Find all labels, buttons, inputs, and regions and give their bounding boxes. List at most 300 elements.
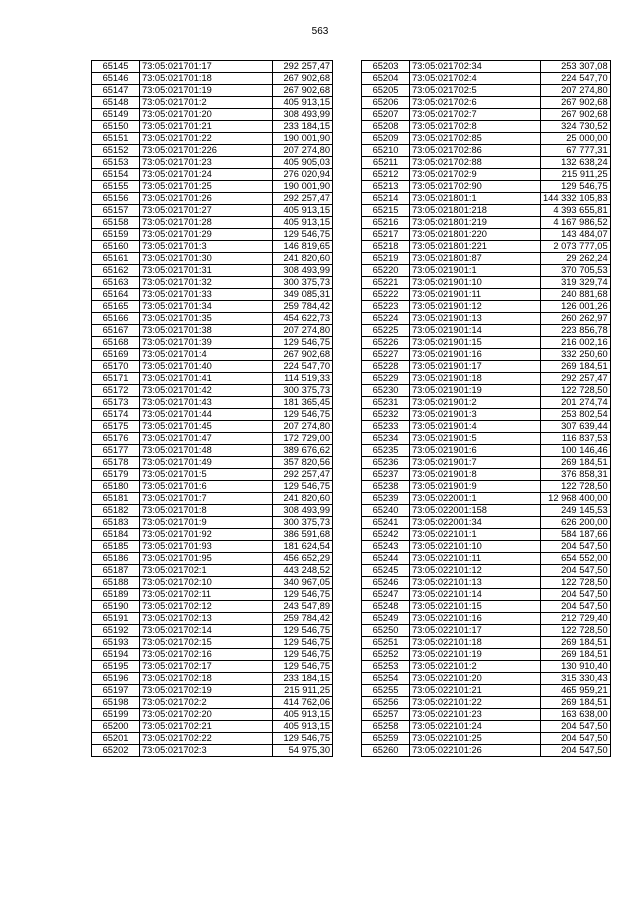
cadastral-number: 73:05:021901:6 xyxy=(410,445,541,457)
cadastral-value: 129 546,75 xyxy=(273,661,333,673)
cadastral-number: 73:05:021702:10 xyxy=(140,577,273,589)
row-number: 65244 xyxy=(362,553,410,565)
cadastral-value: 215 911,25 xyxy=(273,685,333,697)
row-number: 65179 xyxy=(92,469,140,481)
cadastral-value: 243 547,89 xyxy=(273,601,333,613)
cadastral-number: 73:05:021701:19 xyxy=(140,85,273,97)
row-number: 65239 xyxy=(362,493,410,505)
row-number: 65240 xyxy=(362,505,410,517)
cadastral-value: 190 001,90 xyxy=(273,133,333,145)
table-row xyxy=(362,745,611,757)
cadastral-value: 319 329,74 xyxy=(541,277,611,289)
row-number: 65236 xyxy=(362,457,410,469)
row-number: 65181 xyxy=(92,493,140,505)
cadastral-value: 307 639,44 xyxy=(541,421,611,433)
table-row xyxy=(92,637,333,649)
cadastral-number: 73:05:021701:7 xyxy=(140,493,273,505)
table-row xyxy=(362,541,611,553)
table-row xyxy=(362,337,611,349)
cadastral-value: 260 262,97 xyxy=(541,313,611,325)
row-number: 65172 xyxy=(92,385,140,397)
table-row xyxy=(92,517,333,529)
table-row xyxy=(362,601,611,613)
cadastral-number: 73:05:021702:86 xyxy=(410,145,541,157)
row-number: 65159 xyxy=(92,229,140,241)
cadastral-value: 54 975,30 xyxy=(273,745,333,757)
table-row xyxy=(362,61,611,73)
cadastral-value: 122 728,50 xyxy=(541,481,611,493)
row-number: 65187 xyxy=(92,565,140,577)
cadastral-number: 73:05:021701:3 xyxy=(140,241,273,253)
row-number: 65178 xyxy=(92,457,140,469)
cadastral-number: 73:05:021702:13 xyxy=(140,613,273,625)
cadastral-value: 454 622,73 xyxy=(273,313,333,325)
cadastral-value: 126 001,26 xyxy=(541,301,611,313)
table-row xyxy=(92,121,333,133)
cadastral-number: 73:05:021901:17 xyxy=(410,361,541,373)
row-number: 65229 xyxy=(362,373,410,385)
cadastral-number: 73:05:021702:4 xyxy=(410,73,541,85)
row-number: 65186 xyxy=(92,553,140,565)
cadastral-number: 73:05:021901:5 xyxy=(410,433,541,445)
table-row xyxy=(92,529,333,541)
row-number: 65237 xyxy=(362,469,410,481)
cadastral-number: 73:05:021801:220 xyxy=(410,229,541,241)
table-row xyxy=(362,661,611,673)
cadastral-value: 216 002,16 xyxy=(541,337,611,349)
table-row xyxy=(362,553,611,565)
cadastral-value: 233 184,15 xyxy=(273,673,333,685)
row-number: 65256 xyxy=(362,697,410,709)
cadastral-value: 204 547,50 xyxy=(541,541,611,553)
table-row xyxy=(92,697,333,709)
table-row xyxy=(92,349,333,361)
cadastral-value: 181 365,45 xyxy=(273,397,333,409)
cadastral-value: 269 184,51 xyxy=(541,649,611,661)
cadastral-value: 370 705,53 xyxy=(541,265,611,277)
cadastral-number: 73:05:021702:3 xyxy=(140,745,273,757)
cadastral-value: 269 184,51 xyxy=(541,457,611,469)
table-row xyxy=(362,253,611,265)
table-row xyxy=(362,241,611,253)
cadastral-number: 73:05:021702:17 xyxy=(140,661,273,673)
cadastral-number: 73:05:021901:19 xyxy=(410,385,541,397)
table-row xyxy=(362,373,611,385)
row-number: 65148 xyxy=(92,97,140,109)
row-number: 65233 xyxy=(362,421,410,433)
row-number: 65204 xyxy=(362,73,410,85)
cadastral-number: 73:05:021701:28 xyxy=(140,217,273,229)
cadastral-value: 249 145,53 xyxy=(541,505,611,517)
row-number: 65157 xyxy=(92,205,140,217)
table-row xyxy=(92,145,333,157)
cadastral-value: 253 802,54 xyxy=(541,409,611,421)
cadastral-value: 357 820,56 xyxy=(273,457,333,469)
table-row xyxy=(92,73,333,85)
row-number: 65222 xyxy=(362,289,410,301)
row-number: 65151 xyxy=(92,133,140,145)
cadastral-value: 129 546,75 xyxy=(273,229,333,241)
cadastral-value: 129 546,75 xyxy=(273,589,333,601)
row-number: 65176 xyxy=(92,433,140,445)
table-row xyxy=(92,721,333,733)
cadastral-number: 73:05:021701:92 xyxy=(140,529,273,541)
cadastral-value: 405 913,15 xyxy=(273,709,333,721)
cadastral-value: 465 959,21 xyxy=(541,685,611,697)
table-row xyxy=(362,529,611,541)
row-number: 65200 xyxy=(92,721,140,733)
table-row xyxy=(362,673,611,685)
row-number: 65242 xyxy=(362,529,410,541)
cadastral-value: 129 546,75 xyxy=(273,481,333,493)
cadastral-value: 129 546,75 xyxy=(273,409,333,421)
table-row xyxy=(362,493,611,505)
table-row xyxy=(92,361,333,373)
row-number: 65238 xyxy=(362,481,410,493)
cadastral-number: 73:05:021701:45 xyxy=(140,421,273,433)
row-number: 65149 xyxy=(92,109,140,121)
row-number: 65241 xyxy=(362,517,410,529)
cadastral-number: 73:05:021701:44 xyxy=(140,409,273,421)
cadastral-number: 73:05:021701:48 xyxy=(140,445,273,457)
table-row xyxy=(362,697,611,709)
cadastral-number: 73:05:021901:14 xyxy=(410,325,541,337)
cadastral-value: 324 730,52 xyxy=(541,121,611,133)
cadastral-value: 267 902,68 xyxy=(273,349,333,361)
cadastral-value: 233 184,15 xyxy=(273,121,333,133)
cadastral-value: 584 187,66 xyxy=(541,529,611,541)
cadastral-number: 73:05:021701:35 xyxy=(140,313,273,325)
table-row xyxy=(362,265,611,277)
row-number: 65170 xyxy=(92,361,140,373)
table-row xyxy=(92,325,333,337)
cadastral-number: 73:05:022001:34 xyxy=(410,517,541,529)
row-number: 65191 xyxy=(92,613,140,625)
row-number: 65175 xyxy=(92,421,140,433)
table-row xyxy=(362,385,611,397)
row-number: 65177 xyxy=(92,445,140,457)
row-number: 65182 xyxy=(92,505,140,517)
table-row xyxy=(362,397,611,409)
cadastral-value: 269 184,51 xyxy=(541,697,611,709)
cadastral-number: 73:05:021901:12 xyxy=(410,301,541,313)
cadastral-number: 73:05:021702:7 xyxy=(410,109,541,121)
row-number: 65161 xyxy=(92,253,140,265)
table-row xyxy=(362,589,611,601)
cadastral-value: 122 728,50 xyxy=(541,625,611,637)
row-number: 65202 xyxy=(92,745,140,757)
cadastral-value: 172 729,00 xyxy=(273,433,333,445)
cadastral-value: 143 484,07 xyxy=(541,229,611,241)
row-number: 65251 xyxy=(362,637,410,649)
table-row xyxy=(92,685,333,697)
row-number: 65228 xyxy=(362,361,410,373)
row-number: 65231 xyxy=(362,397,410,409)
table-row xyxy=(362,709,611,721)
table-row xyxy=(362,109,611,121)
cadastral-value: 4 393 655,81 xyxy=(541,205,611,217)
cadastral-number: 73:05:021702:5 xyxy=(410,85,541,97)
cadastral-number: 73:05:021702:11 xyxy=(140,589,273,601)
cadastral-number: 73:05:021901:18 xyxy=(410,373,541,385)
cadastral-number: 73:05:022001:158 xyxy=(410,505,541,517)
cadastral-value: 315 330,43 xyxy=(541,673,611,685)
cadastral-number: 73:05:022101:20 xyxy=(410,673,541,685)
row-number: 65217 xyxy=(362,229,410,241)
cadastral-value: 389 676,62 xyxy=(273,445,333,457)
cadastral-number: 73:05:022101:2 xyxy=(410,661,541,673)
table-row xyxy=(92,397,333,409)
cadastral-number: 73:05:021701:42 xyxy=(140,385,273,397)
row-number: 65212 xyxy=(362,169,410,181)
cadastral-value: 340 967,05 xyxy=(273,577,333,589)
cadastral-value: 267 902,68 xyxy=(273,85,333,97)
row-number: 65165 xyxy=(92,301,140,313)
cadastral-number: 73:05:021901:3 xyxy=(410,409,541,421)
cadastral-value: 414 762,06 xyxy=(273,697,333,709)
table-row xyxy=(362,217,611,229)
table-row xyxy=(362,625,611,637)
row-number: 65195 xyxy=(92,661,140,673)
cadastral-number: 73:05:021701:5 xyxy=(140,469,273,481)
table-row xyxy=(92,181,333,193)
cadastral-value: 241 820,60 xyxy=(273,493,333,505)
table-row xyxy=(92,625,333,637)
table-row xyxy=(362,505,611,517)
cadastral-value: 215 911,25 xyxy=(541,169,611,181)
table-row xyxy=(362,205,611,217)
cadastral-number: 73:05:022101:17 xyxy=(410,625,541,637)
table-row xyxy=(362,637,611,649)
row-number: 65155 xyxy=(92,181,140,193)
table-row xyxy=(92,565,333,577)
table-row xyxy=(362,613,611,625)
cadastral-value: 267 902,68 xyxy=(541,97,611,109)
table-row xyxy=(92,253,333,265)
table-row xyxy=(362,565,611,577)
cadastral-number: 73:05:021702:6 xyxy=(410,97,541,109)
cadastral-number: 73:05:021701:29 xyxy=(140,229,273,241)
cadastral-value: 405 905,03 xyxy=(273,157,333,169)
table-row xyxy=(92,553,333,565)
table-row xyxy=(92,337,333,349)
cadastral-value: 204 547,50 xyxy=(541,565,611,577)
cadastral-number: 73:05:021702:21 xyxy=(140,721,273,733)
row-number: 65174 xyxy=(92,409,140,421)
table-row xyxy=(92,85,333,97)
row-number: 65234 xyxy=(362,433,410,445)
row-number: 65248 xyxy=(362,601,410,613)
cadastral-value: 276 020,94 xyxy=(273,169,333,181)
cadastral-value: 253 307,08 xyxy=(541,61,611,73)
cadastral-value: 201 274,74 xyxy=(541,397,611,409)
cadastral-value: 292 257,47 xyxy=(273,61,333,73)
row-number: 65209 xyxy=(362,133,410,145)
cadastral-value: 376 858,31 xyxy=(541,469,611,481)
row-number: 65213 xyxy=(362,181,410,193)
cadastral-value: 29 262,24 xyxy=(541,253,611,265)
cadastral-value: 241 820,60 xyxy=(273,253,333,265)
cadastral-number: 73:05:022101:24 xyxy=(410,721,541,733)
cadastral-value: 67 777,31 xyxy=(541,145,611,157)
table-row xyxy=(362,145,611,157)
cadastral-number: 73:05:021701:43 xyxy=(140,397,273,409)
table-row xyxy=(362,313,611,325)
table-row xyxy=(362,733,611,745)
cadastral-value: 190 001,90 xyxy=(273,181,333,193)
row-number: 65190 xyxy=(92,601,140,613)
table-row xyxy=(92,409,333,421)
table-row xyxy=(92,109,333,121)
cadastral-value: 224 547,70 xyxy=(541,73,611,85)
table-row xyxy=(362,409,611,421)
cadastral-number: 73:05:022101:12 xyxy=(410,565,541,577)
cadastral-number: 73:05:021701:32 xyxy=(140,277,273,289)
table-row xyxy=(92,241,333,253)
row-number: 65158 xyxy=(92,217,140,229)
row-number: 65227 xyxy=(362,349,410,361)
row-number: 65163 xyxy=(92,277,140,289)
table-row xyxy=(362,349,611,361)
cadastral-number: 73:05:021701:18 xyxy=(140,73,273,85)
cadastral-value: 12 968 400,00 xyxy=(541,493,611,505)
cadastral-value: 129 546,75 xyxy=(273,733,333,745)
cadastral-number: 73:05:021901:4 xyxy=(410,421,541,433)
table-row xyxy=(362,325,611,337)
cadastral-number: 73:05:021701:47 xyxy=(140,433,273,445)
table-row xyxy=(362,481,611,493)
cadastral-value: 300 375,73 xyxy=(273,517,333,529)
row-number: 65169 xyxy=(92,349,140,361)
cadastral-value: 204 547,50 xyxy=(541,721,611,733)
table-row xyxy=(92,97,333,109)
cadastral-value: 146 819,65 xyxy=(273,241,333,253)
row-number: 65232 xyxy=(362,409,410,421)
table-row xyxy=(362,457,611,469)
cadastral-number: 73:05:021901:2 xyxy=(410,397,541,409)
table-row xyxy=(92,157,333,169)
table-row xyxy=(362,301,611,313)
row-number: 65246 xyxy=(362,577,410,589)
cadastral-number: 73:05:021701:41 xyxy=(140,373,273,385)
cadastral-value: 300 375,73 xyxy=(273,385,333,397)
table-row xyxy=(92,649,333,661)
row-number: 65219 xyxy=(362,253,410,265)
cadastral-number: 73:05:021702:88 xyxy=(410,157,541,169)
cadastral-value: 212 729,40 xyxy=(541,613,611,625)
row-number: 65235 xyxy=(362,445,410,457)
cadastral-value: 129 546,75 xyxy=(273,649,333,661)
cadastral-value: 4 167 986,52 xyxy=(541,217,611,229)
row-number: 65225 xyxy=(362,325,410,337)
cadastral-number: 73:05:021801:218 xyxy=(410,205,541,217)
cadastral-number: 73:05:021702:14 xyxy=(140,625,273,637)
cadastral-value: 122 728,50 xyxy=(541,577,611,589)
cadastral-number: 73:05:021901:13 xyxy=(410,313,541,325)
cadastral-number: 73:05:021701:95 xyxy=(140,553,273,565)
cadastral-value: 259 784,42 xyxy=(273,613,333,625)
cadastral-number: 73:05:021901:10 xyxy=(410,277,541,289)
page-number: 563 xyxy=(311,26,329,37)
row-number: 65259 xyxy=(362,733,410,745)
cadastral-value: 223 856,78 xyxy=(541,325,611,337)
table-row xyxy=(92,457,333,469)
cadastral-number: 73:05:021801:1 xyxy=(410,193,541,205)
cadastral-number: 73:05:021701:23 xyxy=(140,157,273,169)
table-row xyxy=(92,481,333,493)
cadastral-number: 73:05:021701:33 xyxy=(140,289,273,301)
table-row xyxy=(362,193,611,205)
table-row xyxy=(92,301,333,313)
cadastral-value: 181 624,54 xyxy=(273,541,333,553)
cadastral-value: 292 257,47 xyxy=(273,193,333,205)
cadastral-number: 73:05:021702:2 xyxy=(140,697,273,709)
cadastral-value: 130 910,40 xyxy=(541,661,611,673)
row-number: 65250 xyxy=(362,625,410,637)
table-row xyxy=(92,61,333,73)
cadastral-value: 204 547,50 xyxy=(541,745,611,757)
row-number: 65216 xyxy=(362,217,410,229)
cadastral-number: 73:05:021701:40 xyxy=(140,361,273,373)
cadastral-number: 73:05:022101:15 xyxy=(410,601,541,613)
cadastral-number: 73:05:022101:25 xyxy=(410,733,541,745)
cadastral-value: 129 546,75 xyxy=(273,337,333,349)
cadastral-number: 73:05:021701:31 xyxy=(140,265,273,277)
table-row xyxy=(362,721,611,733)
row-number: 65180 xyxy=(92,481,140,493)
left-table-body xyxy=(92,61,333,757)
table-row xyxy=(92,589,333,601)
cadastral-value: 300 375,73 xyxy=(273,277,333,289)
row-number: 65253 xyxy=(362,661,410,673)
cadastral-number: 73:05:021702:22 xyxy=(140,733,273,745)
table-row xyxy=(92,133,333,145)
cadastral-value: 207 274,80 xyxy=(273,145,333,157)
row-number: 65193 xyxy=(92,637,140,649)
row-number: 65206 xyxy=(362,97,410,109)
table-row xyxy=(92,505,333,517)
cadastral-number: 73:05:021701:20 xyxy=(140,109,273,121)
table-row xyxy=(92,205,333,217)
row-number: 65160 xyxy=(92,241,140,253)
cadastral-value: 267 902,68 xyxy=(273,73,333,85)
cadastral-value: 292 257,47 xyxy=(541,373,611,385)
cadastral-number: 73:05:021801:87 xyxy=(410,253,541,265)
table-row xyxy=(362,277,611,289)
table-row xyxy=(92,469,333,481)
cadastral-number: 73:05:021702:19 xyxy=(140,685,273,697)
cadastral-value: 292 257,47 xyxy=(273,469,333,481)
cadastral-value: 349 085,31 xyxy=(273,289,333,301)
table-row xyxy=(362,73,611,85)
row-number: 65153 xyxy=(92,157,140,169)
table-row xyxy=(92,445,333,457)
cadastral-number: 73:05:021702:90 xyxy=(410,181,541,193)
row-number: 65223 xyxy=(362,301,410,313)
row-number: 65247 xyxy=(362,589,410,601)
cadastral-value: 163 638,00 xyxy=(541,709,611,721)
table-row xyxy=(92,193,333,205)
cadastral-number: 73:05:022101:22 xyxy=(410,697,541,709)
table-row xyxy=(362,121,611,133)
cadastral-number: 73:05:021701:93 xyxy=(140,541,273,553)
table-row xyxy=(362,97,611,109)
cadastral-number: 73:05:022101:16 xyxy=(410,613,541,625)
table-row xyxy=(362,361,611,373)
table-row xyxy=(92,373,333,385)
cadastral-number: 73:05:021701:2 xyxy=(140,97,273,109)
table-row xyxy=(92,229,333,241)
